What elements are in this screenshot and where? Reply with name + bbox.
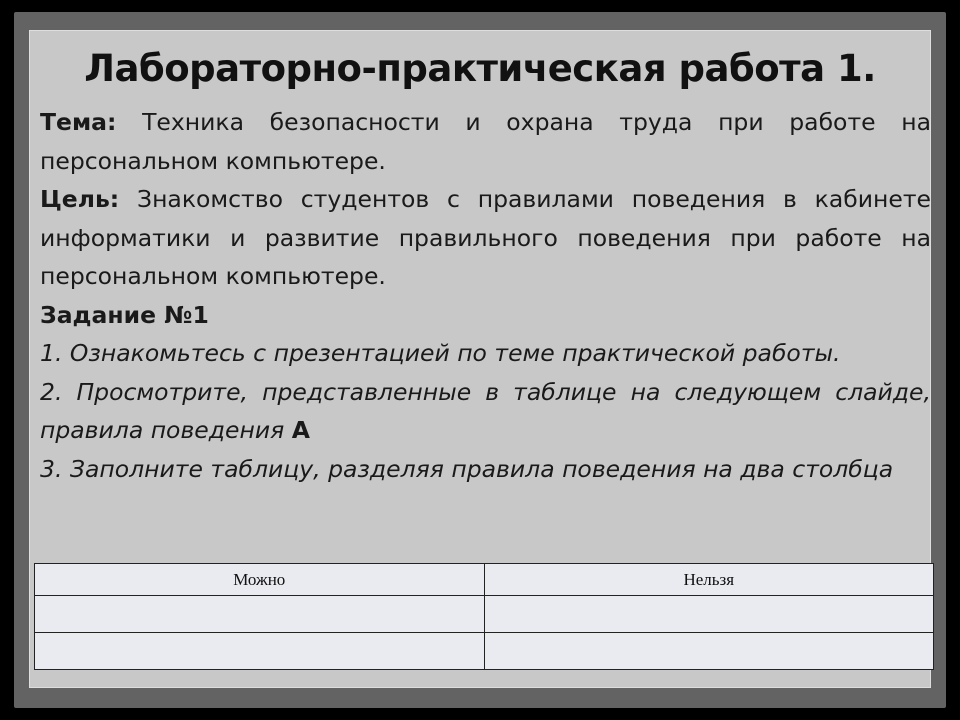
task-item-3: 3. Заполните таблицу, разделяя правила поведения на два столбца: [40, 454, 894, 483]
goal-text: Знакомство студентов с правилами поведения в кабинете информатики и развитие правильного поведения при работе на персональном компьютере.: [40, 185, 931, 290]
topic-label: Тема:: [40, 108, 117, 136]
table-cell[interactable]: [35, 633, 485, 670]
task-heading: Задание №1: [40, 300, 209, 329]
topic-text: Техника безопасности и охрана труда при работе на персональном компьютере.: [40, 108, 931, 175]
slide-body: [40, 103, 931, 488]
rules-table: [34, 563, 934, 670]
table-header-row: [35, 564, 934, 596]
table-cell[interactable]: [35, 596, 485, 633]
topic-paragraph: [40, 103, 931, 180]
task-item-2: [40, 373, 931, 450]
table-row: [35, 633, 934, 670]
column-header-forbidden: Нельзя: [484, 564, 934, 596]
goal-label: Цель:: [40, 185, 120, 213]
task-item-1: 1. Ознакомьтесь с презентацией по теме практической работы.: [40, 339, 841, 367]
table-cell[interactable]: [484, 596, 934, 633]
table-row: [35, 596, 934, 633]
task-item-2-letter: А: [291, 416, 310, 444]
table-cell[interactable]: [484, 633, 934, 670]
task-item-2-text: 2. Просмотрите, представленные в таблице на следующем слайде, правила поведения: [40, 377, 931, 444]
slide-title: Лабораторно-практическая работа 1.: [84, 47, 876, 90]
column-header-allowed: Можно: [35, 564, 485, 596]
goal-paragraph: [40, 180, 931, 296]
